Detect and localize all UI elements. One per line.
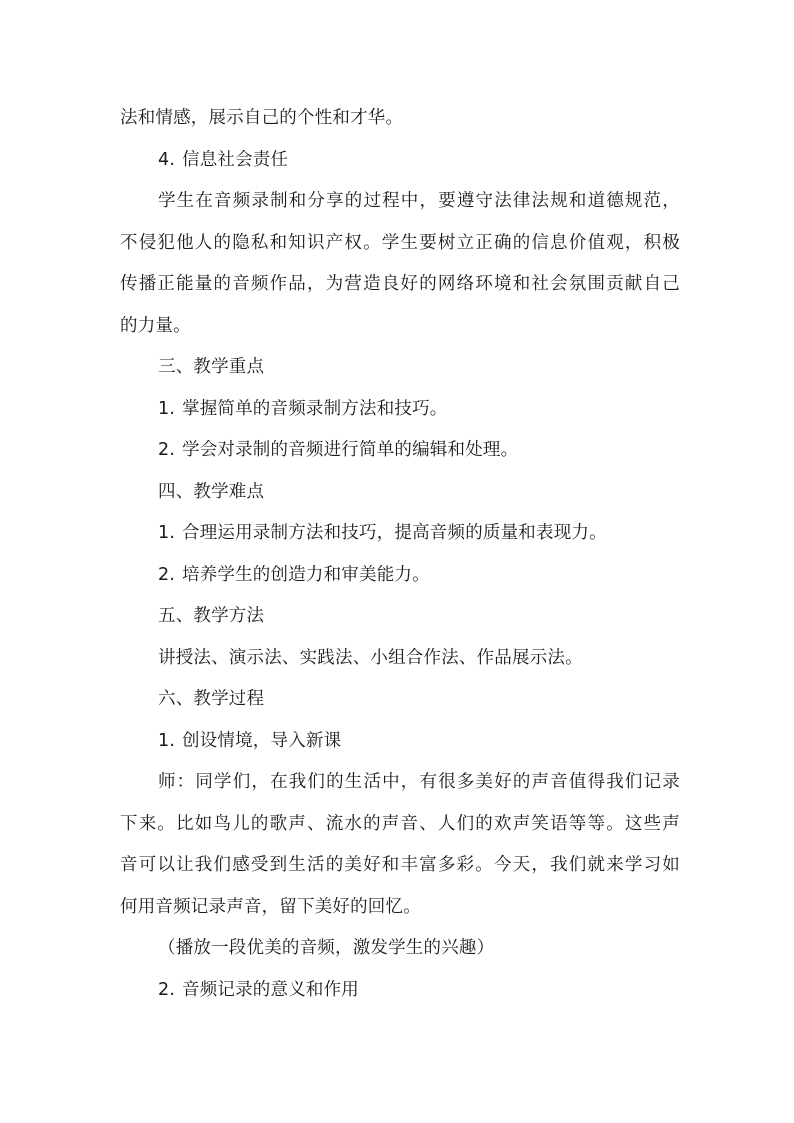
paragraph-line: 何用音频记录声音，留下美好的回忆。 — [120, 896, 421, 917]
item-number: 1. — [158, 730, 176, 751]
item-number: 2. — [158, 564, 176, 585]
list-item — [120, 389, 680, 431]
activity-note: （播放一段优美的音频，激发学生的兴趣） — [158, 938, 495, 958]
item-text: 学会对录制的音频进行简单的编辑和处理。 — [182, 440, 519, 460]
item-text: 培养学生的创造力和审美能力。 — [182, 564, 430, 585]
list-item — [120, 430, 680, 472]
paragraph-line: 下来。比如鸟儿的歌声、流水的声音、人们的欢声笑语等等。这些声 — [120, 813, 680, 834]
paragraph-line: 的力量。 — [120, 315, 191, 336]
item-number: 1. — [158, 398, 176, 419]
section-heading-teaching-difficulties: 四、教学难点 — [158, 481, 265, 502]
section-heading-information-social-responsibility — [120, 140, 680, 182]
section-heading-teaching-process: 六、教学过程 — [158, 689, 265, 709]
item-text: 创设情境，导入新课 — [182, 730, 342, 751]
item-number: 2. — [158, 979, 176, 1000]
item-text: 音频记录的意义和作用 — [182, 979, 359, 1000]
item-number: 4. — [158, 149, 176, 170]
item-text: 信息社会责任 — [182, 149, 289, 170]
list-item — [120, 721, 680, 763]
paragraph-line: 不侵犯他人的隐私和知识产权。学生要树立正确的信息价值观，积极 — [120, 232, 680, 253]
item-number: 1. — [158, 523, 176, 543]
document-body — [120, 98, 680, 1011]
paragraph-line: 学生在音频录制和分享的过程中，要遵守法律法规和道德规范， — [158, 191, 680, 211]
paragraph-line: 传播正能量的音频作品，为营造良好的网络环境和社会氛围贡献自己 — [120, 274, 680, 294]
section-heading-teaching-methods: 五、教学方法 — [158, 606, 265, 626]
section-heading-teaching-key-points: 三、教学重点 — [158, 357, 265, 377]
list-item — [120, 513, 680, 555]
list-item — [120, 555, 680, 597]
list-item — [120, 970, 680, 1012]
item-text: 合理运用录制方法和技巧，提高音频的质量和表现力。 — [182, 523, 607, 543]
item-text: 掌握简单的音频录制方法和技巧。 — [182, 398, 448, 419]
paragraph-line: 师：同学们，在我们的生活中，有很多美好的声音值得我们记录 — [158, 772, 680, 792]
item-number: 2. — [158, 440, 176, 460]
paragraph-line: 讲授法、演示法、实践法、小组合作法、作品展示法。 — [158, 647, 583, 668]
paragraph-line: 音可以让我们感受到生活的美好和丰富多彩。今天，我们就来学习如 — [120, 855, 680, 875]
paragraph-line: 法和情感，展示自己的个性和才华。 — [120, 108, 404, 128]
